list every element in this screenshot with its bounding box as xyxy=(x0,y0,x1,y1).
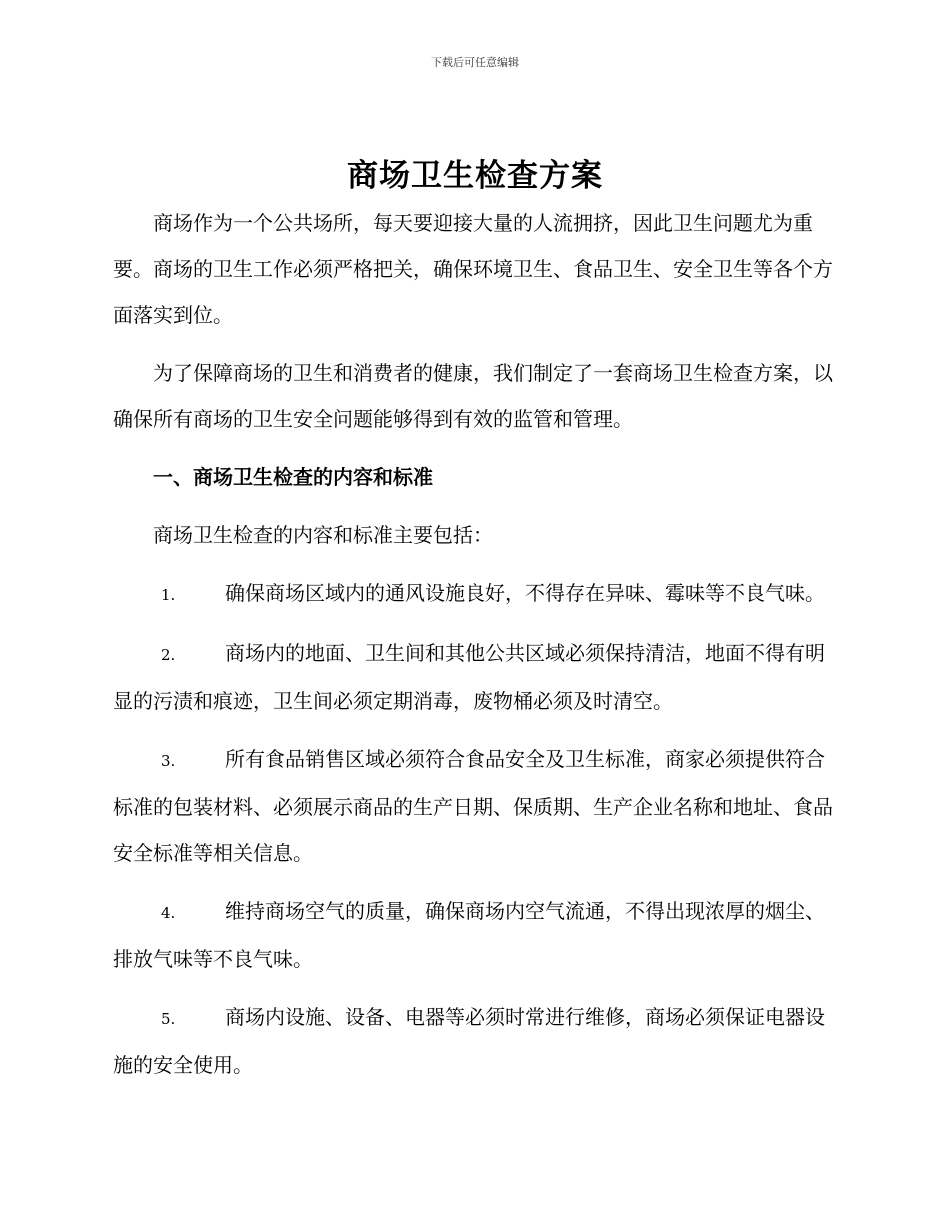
list-item-text: 商场内的地面、卫生间和其他公共区域必须保持清洁，地面不得有明显的污渍和痕迹，卫生间必须定期消毒，废物桶必须及时清空。 xyxy=(113,641,825,713)
list-item-text: 商场内设施、设备、电器等必须时常进行维修，商场必须保证电器设施的安全使用。 xyxy=(113,1005,825,1077)
section-lead: 商场卫生检查的内容和标准主要包括： xyxy=(153,523,493,547)
list-item-number: 1. xyxy=(161,586,176,604)
document-title: 商场卫生检查方案 xyxy=(347,158,603,194)
list-item-number: 4. xyxy=(161,904,176,922)
list-item-5 xyxy=(113,994,835,1088)
section-heading: 一、商场卫生检查的内容和标准 xyxy=(153,465,433,489)
list-item-number: 3. xyxy=(161,752,176,770)
intro-paragraph-1: 商场作为一个公共场所，每天要迎接大量的人流拥挤，因此卫生问题尤为重要。商场的卫生工作必须严格把关，确保环境卫生、食品卫生、安全卫生等各个方面落实到位。 xyxy=(113,211,833,327)
list-item-number: 2. xyxy=(161,646,176,664)
list-item-text: 确保商场区域内的通风设施良好，不得存在异味、霉味等不良气味。 xyxy=(225,581,825,605)
list-item-1 xyxy=(113,570,835,618)
list-item-text: 维持商场空气的质量，确保商场内空气流通，不得出现浓厚的烟尘、排放气味等不良气味。 xyxy=(113,899,825,971)
list-item-4 xyxy=(113,888,835,982)
list-item-text: 所有食品销售区域必须符合食品安全及卫生标准，商家必须提供符合标准的包装材料、必须展示商品的生产日期、保质期、生产企业名称和地址、食品安全标准等相关信息。 xyxy=(113,747,833,865)
list-item-2 xyxy=(113,630,835,724)
document-body xyxy=(113,200,835,1100)
page-header: 下载后可任意编辑 xyxy=(431,56,519,69)
list-item-number: 5. xyxy=(161,1010,176,1028)
list-item-3 xyxy=(113,736,835,876)
intro-paragraph-2: 为了保障商场的卫生和消费者的健康，我们制定了一套商场卫生检查方案，以确保所有商场的卫生安全问题能够得到有效的监管和管理。 xyxy=(113,361,833,431)
